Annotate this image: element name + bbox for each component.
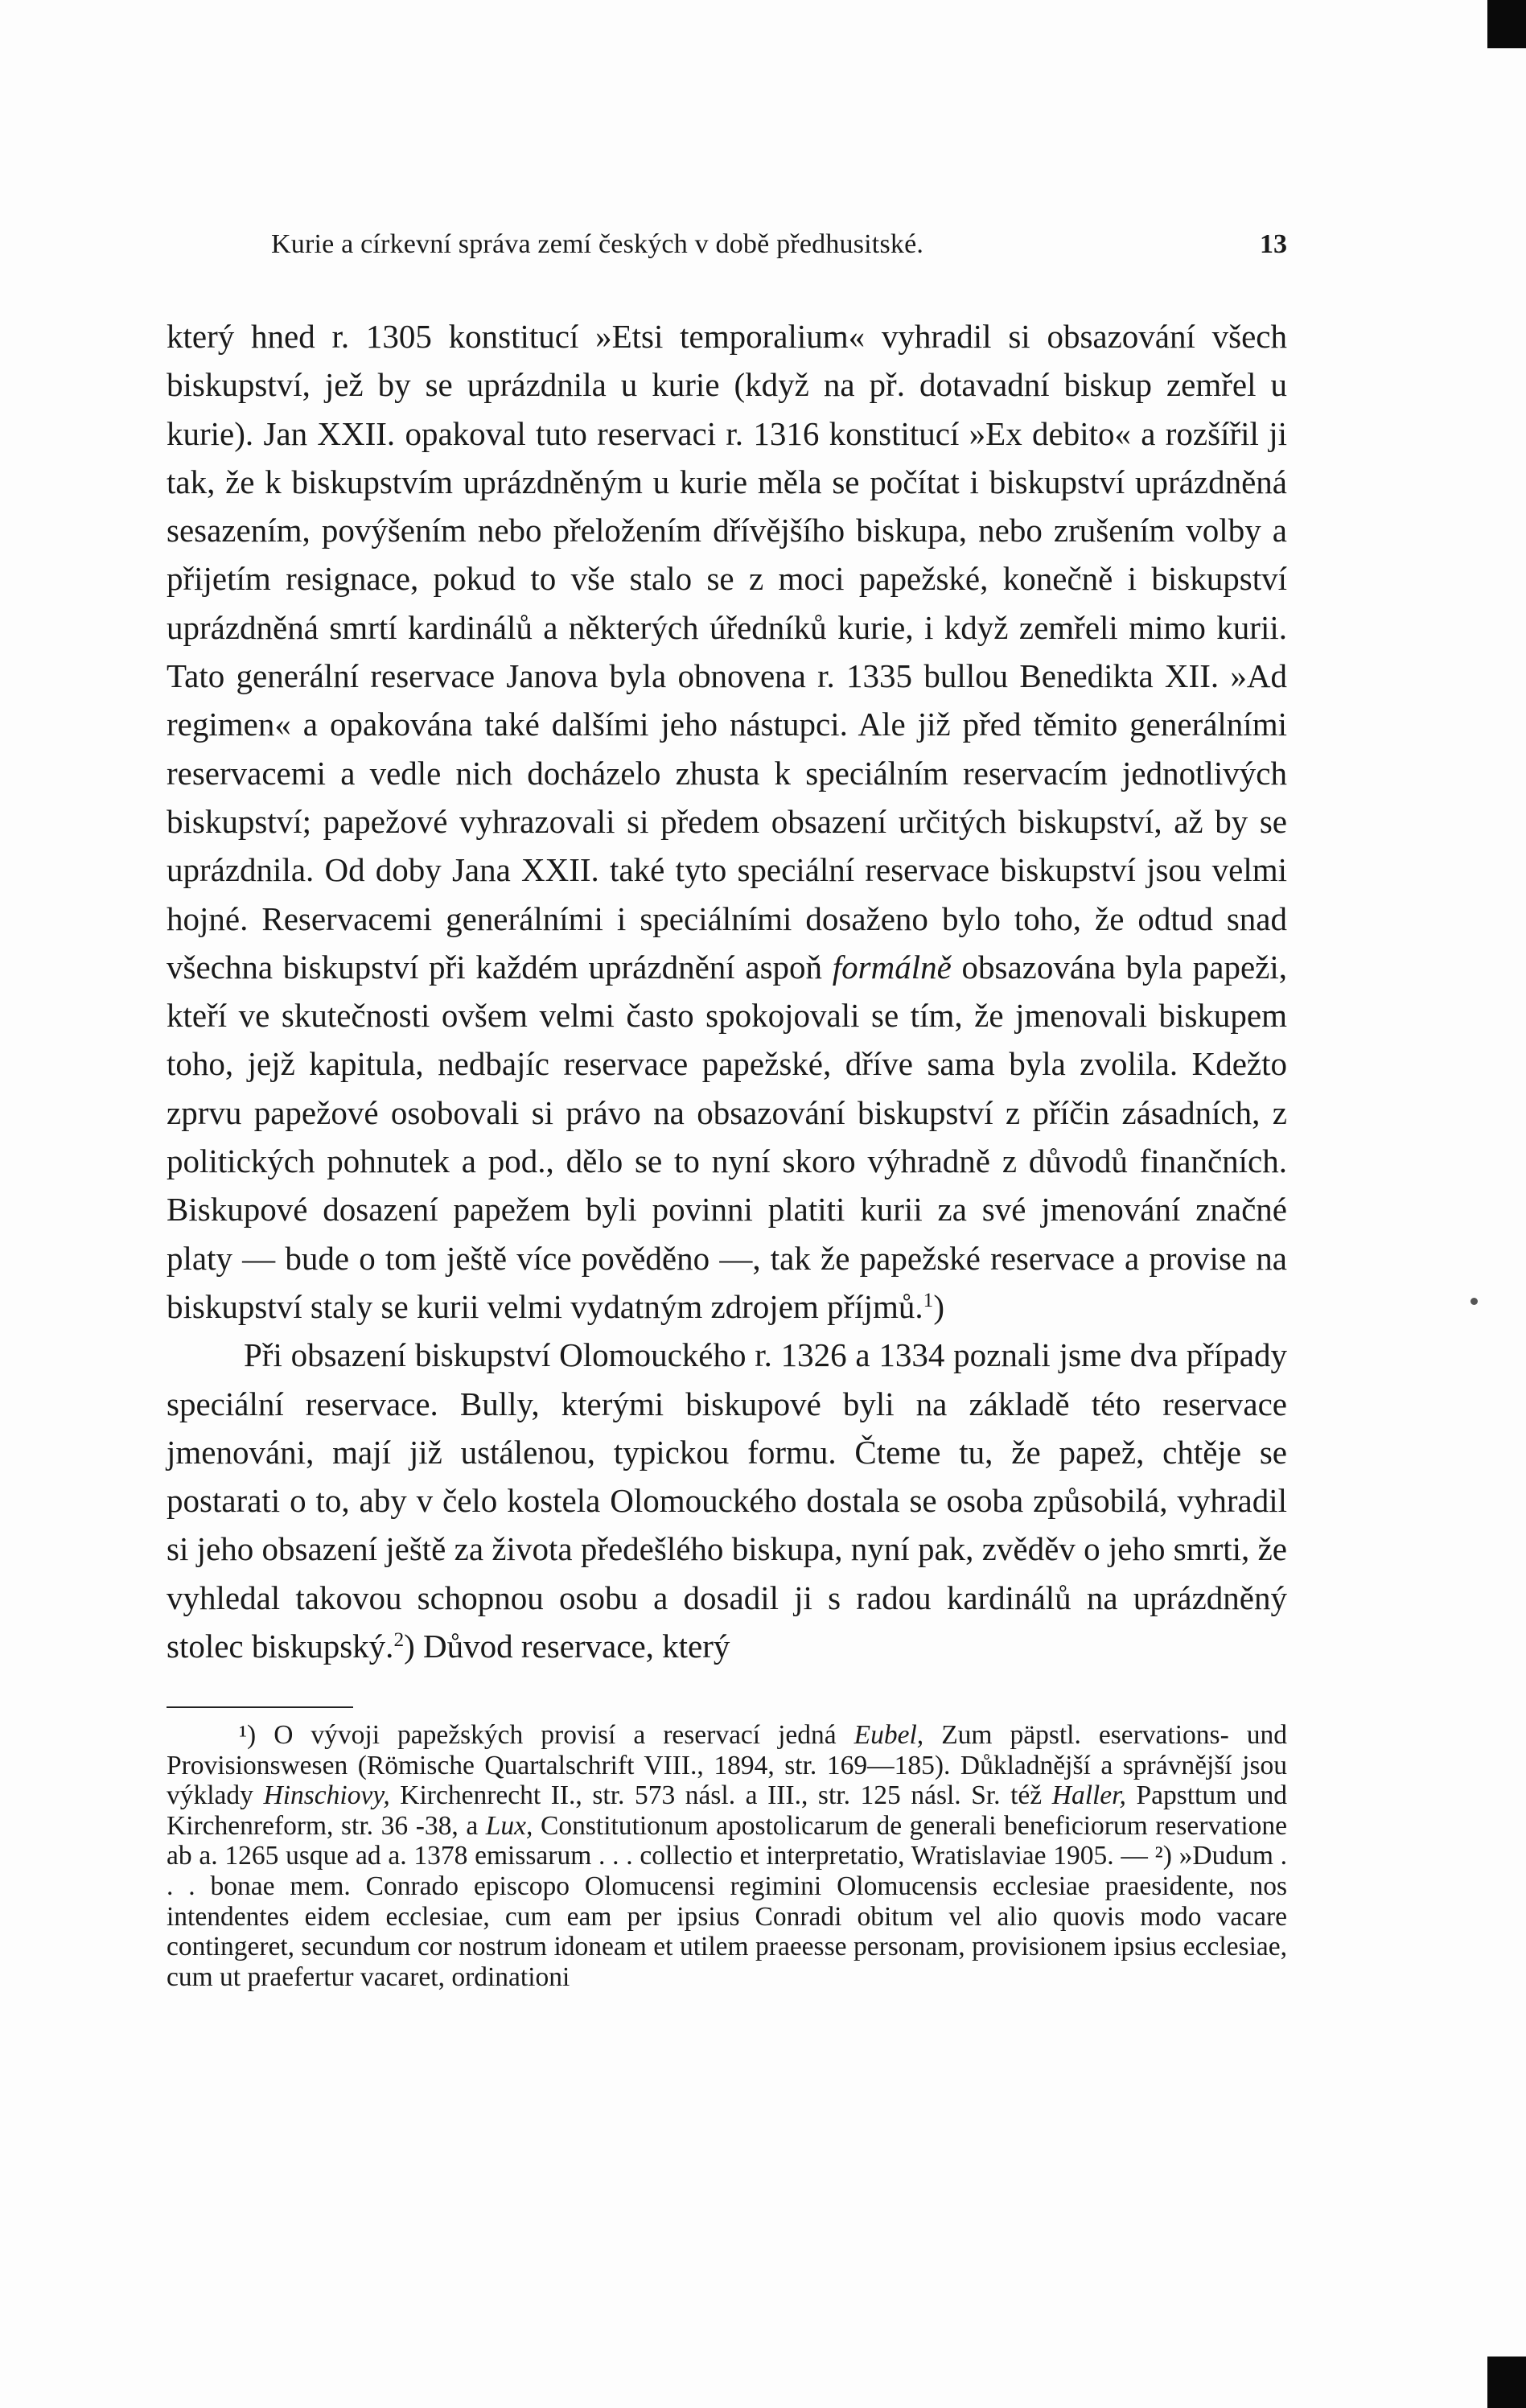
- fn1-author-haller: Haller,: [1051, 1780, 1126, 1811]
- footnote-ref-1: 1: [923, 1288, 934, 1311]
- fn1-mark: ¹): [239, 1720, 257, 1750]
- p1-text-a: který hned r. 1305 konstitucí »Etsi temporalium« vyhradil si obsazování všech biskupství, jež by se uprázdnila u kurie (když na př. dotavadní biskup zemřel u kurie). Jan XXII. opakoval tuto reservaci r. 1316 konstitucí »Ex debito« a rozšířil ji tak, že k biskupstvím uprázdněným u kurie měla se počítat i biskupství uprázdněná sesazením, povýšením nebo přeložením dřívějšího biskupa, nebo zrušením volby a přijetím resignace, pokud to vše stalo se z moci papežské, konečně i biskupství uprázdněná smrtí kardinálů a některých úředníků kurie, i když zemřeli mimo kurii. Tato generální reservace Janova byla obnovena r. 1335 bullou Benedikta XII. »Ad regimen« a opakována také dalšími jeho nástupci. Ale již před těmito generálními reservacemi a vedle nich docházelo zhusta k speciálním reservacím jednotlivých biskupství; papežové vyhrazovali si předem obsazení určitých biskupství, až by se uprázdnila. Od doby Jana XXII. také tyto speciální reservace biskupství jsou velmi hojné. Reservacemi generálními i speciálními dosaženo bylo toho, že odtud snad všechna biskupství při každém uprázdnění aspoň: [167, 318, 1287, 986]
- p1-text-c: ): [933, 1287, 944, 1325]
- scan-border-bottom: [1487, 2357, 1526, 2408]
- footnote-divider: [167, 1706, 353, 1708]
- fn1-author-eubel: Eubel,: [853, 1720, 924, 1750]
- fn1-text-d: Papsttum und Kirchenreform, str. 36 -38, a: [167, 1780, 1287, 1841]
- p1-text-b: obsazována byla papeži, kteří ve skutečnosti ovšem velmi často spokojovali se tím, že jmenovali biskupem toho, jejž kapitula, nedbajíc reservace papežské, dříve sama byla zvolila. Kdežto zprvu papežové osobovali si právo na obsazování biskupství z příčin zásadních, z politických pohnutek a pod., dělo se to nyní skoro výhradně z důvodů finančních. Biskupové dosazení papežem byli povinni platiti kurii za své jmenování značné platy — bude o tom ještě více pověděno —, tak že papežské reservace a provise na biskupství staly se kurii velmi vydatným zdrojem příjmů.: [167, 948, 1288, 1325]
- footnote-ref-2: 2: [393, 1628, 405, 1652]
- scan-border-top: [1487, 0, 1526, 48]
- fn2-mark: ²): [1154, 1841, 1172, 1871]
- footnotes: [167, 1720, 1287, 1992]
- fn1-author-lux: Lux,: [485, 1810, 533, 1841]
- paragraph-2: [167, 1331, 1287, 1670]
- fn1-text-c: Kirchenrecht II., str. 573 násl. a III., str. 125 násl. Sr. též: [389, 1780, 1052, 1811]
- p1-emphasis: formálně: [832, 948, 952, 986]
- fn1-text-e: Constitutionum apostolicarum de generali beneficiorum reservatione ab a. 1265 usque ad a. 1378 emissarum . . . collectio et interpretatio, Wratislaviae 1905. —: [167, 1810, 1287, 1871]
- fn1-text-b: Zum päpstl. eservations- und Provisionswesen (Römische Quartalschrift VIII., 1894, str. 169—185). Důkladnější a správnější jsou výklady: [167, 1720, 1287, 1811]
- main-text: [167, 312, 1287, 1670]
- running-title: Kurie a církevní správa zemí českých v době předhusitské.: [271, 229, 924, 259]
- footnote-block: [167, 1720, 1287, 1992]
- fn2-text: »Dudum . . . bonae mem. Conrado episcopo Olomucensi regimini Olomucensis ecclesiae praesidente, nos intendentes eidem ecclesiae, cum eam per ipsius Conradi obitum vel alio quovis modo vacare contingeret, secundum cor nostrum idoneam et utilem praeesse personam, provisionem ipsius ecclesiae, cum ut praefertur vacaret, ordinationi: [167, 1841, 1287, 1992]
- scan-speck: [1470, 1298, 1478, 1305]
- p2-text-a: Při obsazení biskupství Olomouckého r. 1326 a 1334 poznali jsme dva případy speciální reservace. Bully, kterými biskupové byli na základě této reservace jmenováni, mají již ustálenou, typickou formu. Čteme tu, že papež, chtěje se postarati o to, aby v čelo kostela Olomouckého dostala se osoba způsobilá, vyhradil si jeho obsazení ještě za života předešlého biskupa, nyní pak, zvěděv o jeho smrti, že vyhledal takovou schopnou osobu a dosadil ji s radou kardinálů na uprázdněný stolec biskupský.: [167, 1336, 1287, 1665]
- fn1-author-hinschius: Hinschiovy,: [263, 1780, 390, 1811]
- p2-text-b: ) Důvod reservace, který: [404, 1628, 730, 1665]
- paragraph-1: [167, 312, 1287, 1331]
- page-number: 13: [1260, 229, 1287, 259]
- fn1-text-a: O vývoji papežských provisí a reservací jedná: [256, 1720, 854, 1750]
